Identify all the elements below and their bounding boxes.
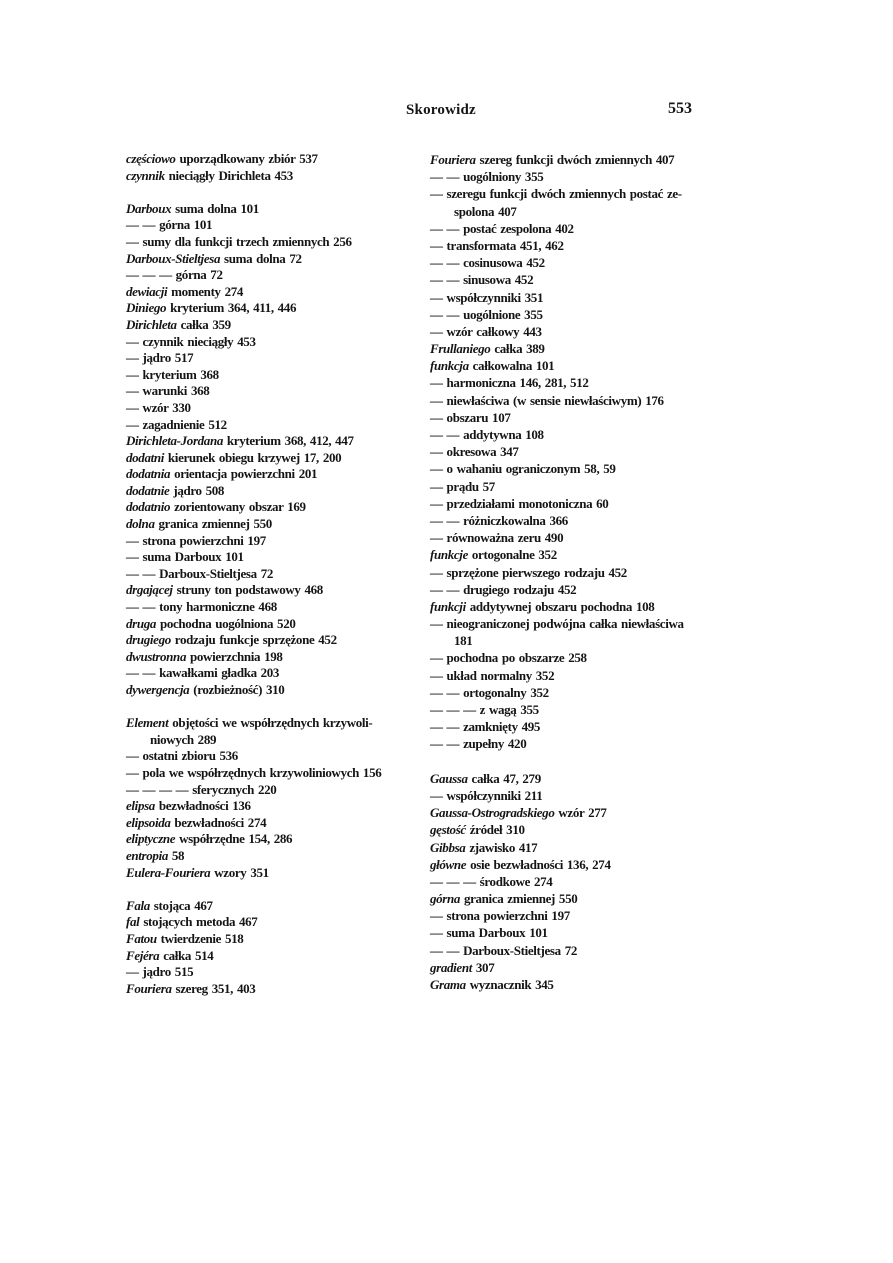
index-entry: — — sinusowa 452 [430, 272, 534, 288]
index-entry: Gaussa całka 47, 279 [430, 770, 541, 786]
index-headword: funkcji [430, 598, 466, 614]
index-entry: — — zupełny 420 [430, 736, 527, 752]
index-entry: — — — — sferycznych 220 [126, 781, 277, 797]
index-entry: — zagadnienie 512 [126, 416, 227, 432]
index-headword: Frullaniego [430, 341, 491, 357]
index-headword: funkcje [430, 547, 468, 563]
index-entry: — kryterium 368 [126, 366, 219, 382]
index-entry: gęstość źródeł 310 [430, 822, 525, 838]
index-entry: — — Darboux-Stieltjesa 72 [126, 565, 273, 581]
index-entry: dodatnio zorientowany obszar 169 [126, 499, 306, 515]
index-entry: Fala stojąca 467 [126, 897, 213, 913]
index-headword: eliptyczne [126, 831, 176, 847]
index-entry: Dirichleta całka 359 [126, 316, 231, 332]
index-gap [126, 184, 380, 201]
index-headword: druga [126, 615, 157, 631]
index-headword: Gibbsa [430, 839, 466, 855]
index-entry: — sprzężone pierwszego rodzaju 452 [430, 564, 627, 580]
index-entry: funkcji addytywnej obszaru pochodna 108 [430, 598, 655, 614]
index-gap [430, 753, 692, 770]
index-headword: dywergencja [126, 682, 190, 697]
index-entry: dodatni kierunek obiegu krzywej 17, 200 [126, 449, 342, 465]
index-column-right [430, 151, 692, 993]
index-headword: Dirichleta [126, 316, 177, 332]
index-entry: — układ normalny 352 [430, 667, 555, 683]
index-entry: Darboux suma dolna 101 [126, 200, 259, 216]
index-entry: — — tony harmoniczne 468 [126, 599, 277, 615]
index-entry: funkcja całkowalna 101 [430, 358, 555, 374]
index-entry: funkcje ortogonalne 352 [430, 547, 557, 563]
index-entry: elipsoida bezwładności 274 [126, 814, 267, 830]
index-gap [126, 699, 380, 716]
index-entry: dodatnie jądro 508 [126, 482, 225, 498]
index-entry: elipsa bezwładności 136 [126, 798, 251, 814]
index-column-left [126, 151, 380, 997]
index-entry: — warunki 368 [126, 383, 210, 399]
index-headword: Fatou [126, 930, 157, 946]
index-entry: — strona powierzchni 197 [430, 908, 570, 924]
index-headword: Darboux [126, 200, 172, 216]
index-entry: — harmoniczna 146, 281, 512 [430, 375, 589, 391]
index-entry: Fouriera szereg funkcji dwóch zmiennych 407 [430, 152, 675, 167]
index-entry: — — — z wagą 355 [430, 702, 539, 717]
index-entry: — nieograniczonej podwójna całka niewłaściwa [430, 616, 684, 632]
index-entry: Gaussa-Ostrogradskiego wzór 277 [430, 805, 607, 821]
index-entry: — — postać zespolona 402 [430, 220, 574, 236]
index-entry: — jądro 517 [126, 350, 194, 366]
index-entry: — — cosinusowa 452 [430, 255, 545, 271]
index-entry: — niewłaściwa (w sensie niewłaściwym) 176 [430, 392, 664, 408]
index-entry: — — — górna 72 [126, 267, 223, 283]
index-entry: — prądu 57 [430, 478, 495, 494]
index-headword: dodatnia [126, 466, 171, 482]
index-entry: górna granica zmiennej 550 [430, 891, 578, 907]
index-headword: elipsoida [126, 814, 171, 830]
index-entry: — wzór 330 [126, 399, 191, 415]
index-headword: Fouriera [126, 980, 172, 996]
index-entry: — obszaru 107 [430, 409, 511, 425]
index-entry: drgającej struny ton podstawowy 468 [126, 582, 323, 598]
index-entry: drugiego rodzaju funkcje sprzężone 452 [126, 632, 337, 648]
index-headword: dwustronna [126, 648, 187, 664]
index-headword: drgającej [126, 582, 173, 598]
index-entry: — — — środkowe 274 [430, 873, 553, 889]
index-entry: — pochodna po obszarze 258 [430, 650, 587, 666]
index-headword: gęstość [430, 822, 466, 838]
index-entry: 181 [454, 633, 473, 649]
index-headword: Darboux-Stieltjesa [126, 250, 221, 266]
index-entry: druga pochodna uogólniona 520 [126, 615, 296, 631]
index-entry: — strona powierzchni 197 [126, 532, 266, 548]
index-entry: Grama wyznacznik 345 [430, 977, 554, 992]
index-entry: Dirichleta-Jordana kryterium 368, 412, 447 [126, 433, 354, 449]
index-gap [126, 881, 380, 898]
index-entry: — suma Darboux 101 [430, 925, 548, 941]
index-headword: dewiacji [126, 283, 168, 299]
index-entry: — — drugiego rodzaju 452 [430, 581, 577, 597]
index-entry: — — kawałkami gładka 203 [126, 665, 280, 681]
index-headword: fal [126, 914, 140, 930]
index-entry: Fatou twierdzenie 518 [126, 930, 244, 946]
index-entry: gradient 307 [430, 959, 495, 975]
index-headword: dodatnio [126, 499, 171, 515]
index-entry: — — zamknięty 495 [430, 719, 541, 735]
index-entry: — — addytywna 108 [430, 427, 544, 442]
index-entry: niowych 289 [150, 731, 217, 747]
index-headword: gradient [430, 959, 472, 975]
index-entry: — — górna 101 [126, 217, 213, 233]
index-entry: — czynnik nieciągły 453 [126, 333, 256, 349]
index-entry: częściowo uporządkowany zbiór 537 [126, 151, 318, 166]
index-entry: — — uogólniony 355 [430, 169, 544, 185]
index-headword: dodatni [126, 449, 165, 465]
running-head-title: Skorowidz [406, 102, 476, 118]
index-headword: główne [430, 856, 467, 872]
index-headword: Eulera-Fouriera [126, 864, 211, 880]
index-headword: Diniego [126, 300, 167, 316]
index-entry: — wzór całkowy 443 [430, 323, 542, 339]
index-entry: Diniego kryterium 364, 411, 446 [126, 300, 297, 316]
index-entry: entropia 58 [126, 847, 185, 863]
index-entry: Fouriera szereg 351, 403 [126, 980, 256, 996]
index-entry: — okresowa 347 [430, 444, 519, 460]
index-headword: Dirichleta-Jordana [126, 433, 223, 449]
index-entry: — — różniczkowalna 366 [430, 512, 568, 528]
index-entry: — współczynniki 211 [430, 787, 543, 803]
index-headword: Fejéra [126, 947, 160, 963]
index-headword: czynnik [126, 167, 165, 183]
index-entry: główne osie bezwładności 136, 274 [430, 856, 611, 872]
index-entry: Frullaniego całka 389 [430, 341, 545, 357]
index-entry: czynnik nieciągły Dirichleta 453 [126, 167, 293, 183]
index-entry: Eulera-Fouriera wzory 351 [126, 864, 269, 880]
index-entry: — szeregu funkcji dwóch zmiennych postać ze- [430, 186, 682, 202]
index-entry: — pola we współrzędnych krzywoliniowych 156 [126, 764, 382, 780]
index-entry: — o wahaniu ograniczonym 58, 59 [430, 461, 616, 477]
index-entry: — ostatni zbioru 536 [126, 748, 238, 764]
index-entry: — jądro 515 [126, 964, 194, 980]
index-entry: — współczynniki 351 [430, 289, 544, 305]
index-entry: Gibbsa zjawisko 417 [430, 839, 538, 855]
index-entry: dewiacji momenty 274 [126, 283, 244, 299]
index-entry: — — uogólnione 355 [430, 306, 543, 322]
index-entry: — przedziałami monotoniczna 60 [430, 495, 609, 511]
index-entry: — sumy dla funkcji trzech zmiennych 256 [126, 233, 352, 249]
index-headword: Element [126, 715, 169, 731]
index-entry: — transformata 451, 462 [430, 237, 564, 253]
index-entry: dodatnia orientacja powierzchni 201 [126, 466, 318, 482]
index-entry: spolona 407 [454, 203, 517, 219]
index-entry: dwustronna powierzchnia 198 [126, 648, 283, 664]
index-headword: górna [430, 891, 461, 907]
index-headword: funkcja [430, 358, 469, 374]
index-entry: dywergencja (rozbieżność) 310 [126, 682, 285, 697]
index-headword: elipsa [126, 798, 155, 814]
index-entry: dolna granica zmiennej 550 [126, 516, 272, 532]
index-entry: — — ortogonalny 352 [430, 684, 549, 700]
index-entry: fal stojących metoda 467 [126, 914, 258, 930]
index-headword: Fouriera [430, 152, 476, 167]
index-headword: Gaussa-Ostrogradskiego [430, 805, 555, 821]
page-number: 553 [668, 100, 692, 117]
index-headword: dodatnie [126, 482, 170, 498]
index-headword: Grama [430, 977, 466, 992]
index-headword: dolna [126, 516, 155, 532]
index-entry: — suma Darboux 101 [126, 549, 244, 565]
index-entry: Darboux-Stieltjesa suma dolna 72 [126, 250, 302, 266]
index-entry: — równoważna zeru 490 [430, 530, 564, 546]
index-headword: Fala [126, 897, 150, 913]
index-headword: częściowo [126, 151, 176, 166]
index-entry: Element objętości we współrzędnych krzywoli- [126, 715, 373, 731]
index-entry: — — Darboux-Stieltjesa 72 [430, 942, 577, 958]
index-entry: Fejéra całka 514 [126, 947, 214, 963]
index-headword: Gaussa [430, 770, 468, 786]
index-headword: drugiego [126, 632, 171, 648]
index-entry: eliptyczne współrzędne 154, 286 [126, 831, 293, 847]
index-headword: entropia [126, 847, 168, 863]
